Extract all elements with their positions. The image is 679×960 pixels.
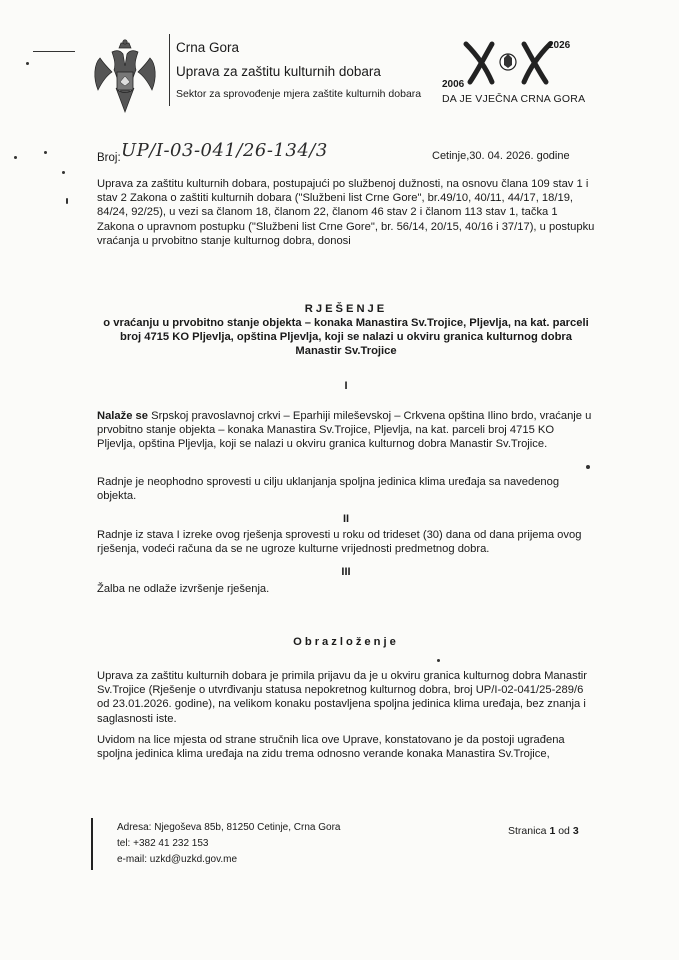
page-current: 1 bbox=[549, 825, 556, 837]
section-1-text: Srpskoj pravoslavnoj crkvi – Eparhiji mileševskoj – Crkvena opština Ilino brdo, vraćanje u prvobitno stanje objekta – konaka Manastira Sv.Trojice, Pljevlja, na kat. parceli broj 4715 KO Pljevlja, opština Pljevlja, koji se nalazi u okviru granica kulturnog dobra Manastir Sv.Trojice. bbox=[97, 410, 592, 451]
footer-email: e-mail: uzkd@uzkd.gov.me bbox=[117, 854, 238, 865]
slogan: DA JE VJEČNA CRNA GORA bbox=[442, 93, 586, 105]
footer-address: Adresa: Njegoševa 85b, 81250 Cetinje, Crna Gora bbox=[117, 822, 341, 833]
footer-phone: tel: +382 41 232 153 bbox=[117, 838, 209, 849]
logo-year-end: 2026 bbox=[548, 40, 571, 51]
logo-year-start: 2006 bbox=[442, 79, 465, 90]
scan-mark bbox=[586, 465, 590, 469]
scan-mark bbox=[437, 659, 440, 662]
scan-mark bbox=[44, 151, 47, 154]
intro-paragraph: Uprava za zaštitu kulturnih dobara, postupajući po službenoj dužnosti, na osnovu člana 109 stav 1 i stav 2 Zakona o zaštiti kulturnih dobara ("Službeni list Crne Gore", br.49/10, 40/11, 44/17, 18/19, 84/24, 92/25), u vezi sa članom 18, članom 22, članom 46 stav 2 i članom 113 stav 1, tačka 1 Zakona o upravnom postupku ("Službeni list Crne Gore", br. 56/14, 20/15, 40/16 i 37/17), u postupku vraćanja u prvobitno stanje kulturnog dobra, donosi bbox=[97, 178, 595, 247]
scan-mark bbox=[26, 62, 29, 65]
reference-number-handwritten: UP/I-03-041/26-134/3 bbox=[121, 140, 328, 161]
page-of: od bbox=[558, 825, 570, 837]
sector-name: Sektor za sprovođenje mjera zaštite kulturnih dobara bbox=[176, 88, 422, 100]
reasoning-paragraph-1: Uprava za zaštitu kulturnih dobara je primila prijavu da je u okviru granica kulturnog dobra Manastir Sv.Trojice (Rješenje o utvrđivanju statusa nepokretnog kulturnog dobra, broj UP/I-02-041/25-289/6 od 23.01.2026. godine), na velikom konaku postavljena spoljna jedinica klima uređaja, bez znanja i saglasnosti iste. bbox=[97, 670, 588, 725]
section-number-3: III bbox=[341, 566, 351, 578]
header-divider bbox=[169, 34, 170, 106]
margin-line bbox=[33, 51, 75, 52]
section-2-paragraph: Radnje iz stava I izreke ovog rješenja sprovesti u roku od trideset (30) dana od dana prijema ovog rješenja, vodeći računa da se ne ugroze kulturne vrijednosti predmetnog dobra. bbox=[97, 529, 582, 556]
reasoning-title: Obrazloženje bbox=[293, 636, 399, 648]
section-3-paragraph: Žalba ne odlaže izvršenje rješenja. bbox=[97, 583, 270, 595]
page-indicator bbox=[508, 825, 579, 837]
section-number-1: I bbox=[344, 380, 348, 392]
scan-mark bbox=[66, 198, 68, 204]
page-label: Stranica bbox=[508, 825, 547, 837]
footer-bar bbox=[91, 818, 93, 870]
coat-of-arms-icon bbox=[92, 38, 158, 114]
decision-title: RJEŠENJE bbox=[304, 303, 388, 315]
page-total: 3 bbox=[572, 825, 579, 837]
decision-subtitle: o vraćanju u prvobitno stanje objekta – konaka Manastira Sv.Trojice, Pljevlja, na kat. parceli broj 4715 KO Pljevlja, opština Pljevlja, koji se nalazi u okviru granica kulturnog dobra Manastir Sv.Trojice bbox=[103, 317, 589, 358]
reasoning-paragraph-2: Uvidom na lice mjesta od strane stručnih lica ove Uprave, konstatovano je da postoji ugrađena spoljna jedinica klima uređaja na zidu trema odnosno verande konaka Manastira Sv.Trojice, bbox=[97, 734, 565, 761]
section-1-paragraph-2: Radnje je neophodno sprovesti u cilju uklanjanja spoljna jedinica klima uređaja sa navedenog objekta. bbox=[97, 476, 560, 503]
country-name: Crna Gora bbox=[176, 40, 240, 55]
scan-mark bbox=[62, 171, 65, 174]
place-date: Cetinje,30. 04. 2026. godine bbox=[432, 150, 570, 162]
institution-name: Uprava za zaštitu kulturnih dobara bbox=[176, 64, 381, 79]
section-number-2: II bbox=[342, 513, 350, 525]
section-1-paragraph bbox=[97, 409, 595, 452]
section-1-lead: Nalaže se bbox=[97, 410, 148, 422]
scan-mark bbox=[14, 156, 17, 159]
reference-label: Broj: bbox=[97, 152, 121, 164]
